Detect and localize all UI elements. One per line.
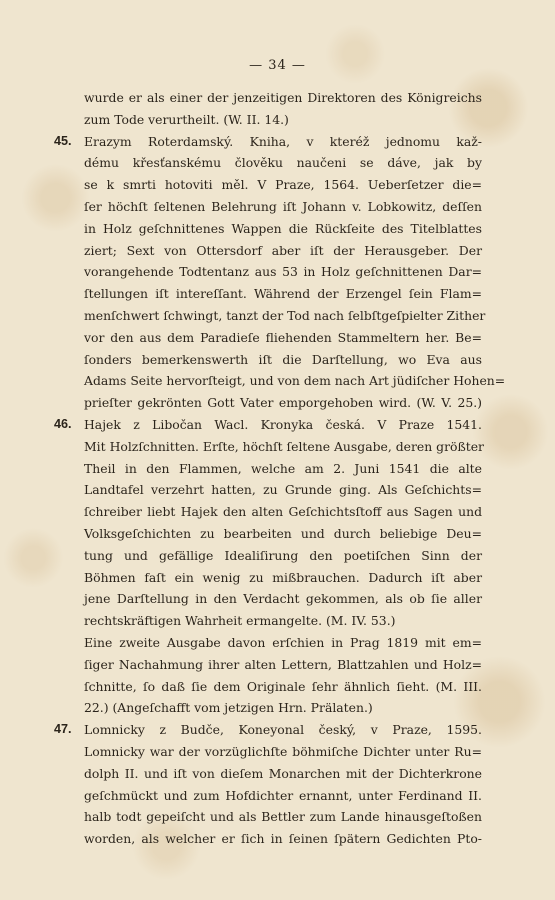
text-line: ziert; Sext von Ottersdorf aber iſt der Herausgeber. Der <box>84 242 482 258</box>
text-line: Hajek z Libočan Wacl. Kronyka česká. V Praze 1541. <box>84 417 482 432</box>
entry-number: 46. <box>54 417 72 431</box>
text-line: Eine zweite Ausgabe davon erſchien in Prag 1819 mit em= <box>84 635 482 650</box>
text-line: zum Tode verurtheilt. (W. II. 14.) <box>84 111 289 127</box>
text-line: ſonders bemerkenswerth iſt die Darſtellung, wo Eva aus <box>84 351 482 367</box>
text-line: ſchreiber liebt Hajek den alten Geſchichtsſtoff aus Sagen und <box>84 504 482 520</box>
text-line: geſchmückt und zum Hofdichter ernannt, unter Ferdinand II. <box>84 787 482 803</box>
text-line: ſiger Nachahmung ihrer alten Lettern, Blattzahlen und Holz= <box>84 656 482 672</box>
text-line: Böhmen faſt ein wenig zu mißbrauchen. Dadurch iſt aber <box>84 569 482 585</box>
text-line: rechtskräftigen Wahrheit ermangelte. (M. IV. 53.) <box>84 613 396 629</box>
text-line: prieſter gekrönten Gott Vater emporgehoben wird. (W. V. 25.) <box>84 395 482 411</box>
text-line: Theil in den Flammen, welche am 2. Juni 1541 die alte <box>84 460 482 476</box>
text-line: ſer höchſt ſeltenen Belehrung iſt Johann v. Lobkowitz, deſſen <box>84 199 482 214</box>
text-line: ſchnitte, ſo daß ſie dem Originale ſehr ähnlich ſieht. (M. III. <box>84 678 482 694</box>
entry-number: 45. <box>54 133 72 148</box>
text-line: se k smrti hotoviti měl. V Praze, 1564. Ueberſetzer die= <box>84 177 482 193</box>
text-line: Volksgeſchichten zu bearbeiten und durch beliebige Deu= <box>84 526 482 541</box>
page-number: — 34 — <box>249 58 306 73</box>
text-line: Lomnicky z Budče, Koneyonal český, v Praze, 1595. <box>84 722 482 738</box>
text-line: vor den aus dem Paradieſe fliehenden Stammeltern her. Be= <box>84 329 482 345</box>
text-line: Mit Holzſchnitten. Erſte, höchſt ſeltene Ausgabe, deren größter <box>84 438 484 454</box>
text-line: worden, als welcher er ſich in ſeinen ſpätern Gedichten Pto- <box>84 831 482 847</box>
text-line: dému křesťanskému člověku naučeni se dáve, jak by <box>84 155 482 171</box>
text-line: menſchwert ſchwingt, tanzt der Tod nach ſelbſtgeſpielter Zither <box>84 308 486 323</box>
text-line: ſtellungen iſt intereſſant. Während der Erzengel ſein Flam= <box>84 286 482 302</box>
text-line: vorangehende Todtentanz aus 53 in Holz geſchnittenen Dar= <box>84 264 482 280</box>
text-line: dolph II. und iſt von dieſem Monarchen mit der Dichterkrone <box>84 765 482 781</box>
text-line: Adams Seite hervorſteigt, und von dem nach Art jüdiſcher Hohen= <box>84 373 506 389</box>
entry-number: 47. <box>54 722 72 737</box>
text-line: halb todt gepeiſcht und als Bettler zum Lande hinausgeſtoßen <box>84 809 482 825</box>
text-line: wurde er als einer der jenzeitigen Direktoren des Königreichs <box>84 90 482 105</box>
text-line: jene Darſtellung in den Verdacht gekommen, als ob ſie aller <box>84 591 482 607</box>
text-line: tung und gefällige Idealiſirung den poetiſchen Sinn der <box>84 547 482 563</box>
text-line: Erazym Roterdamský. Kniha, v kteréž jednomu kaž- <box>84 133 482 149</box>
text-line: Landtafel verzehrt hatten, zu Grunde ging. Als Geſchichts= <box>84 482 482 498</box>
text-line: Lomnicky war der vorzüglichſte böhmiſche Dichter unter Ru= <box>84 744 482 759</box>
text-line: 22.) (Angeſchafft vom jetzigen Hrn. Prälaten.) <box>84 700 373 716</box>
text-line: in Holz geſchnittenes Wappen die Rückſeite des Titelblattes <box>84 220 482 236</box>
